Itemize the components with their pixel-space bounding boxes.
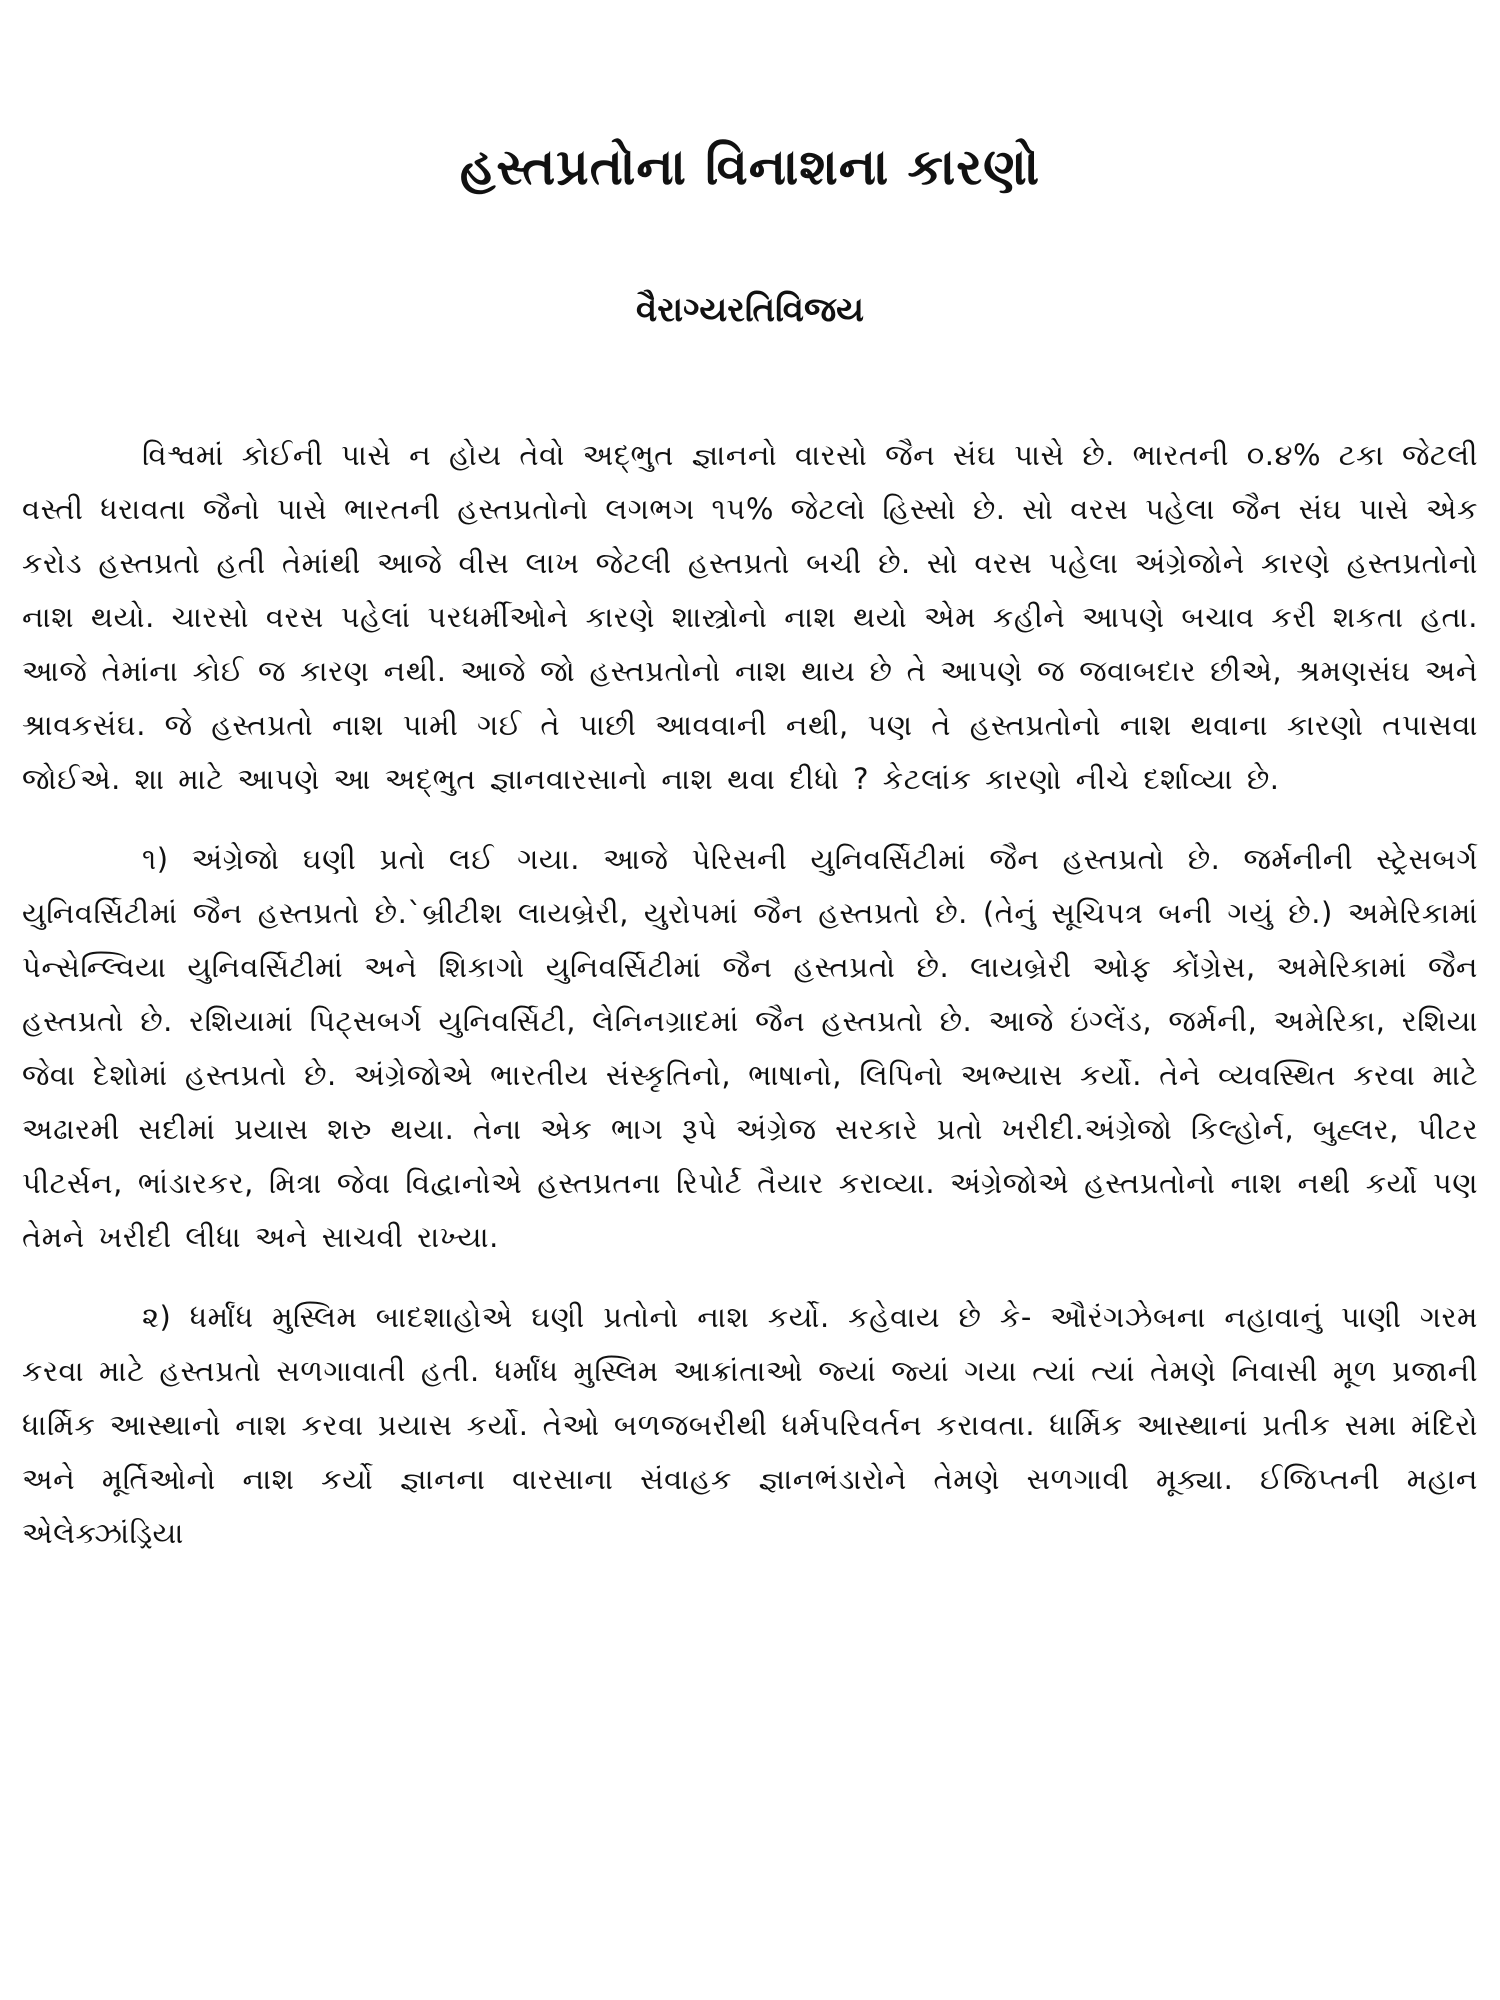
paragraph-reason-1: ૧) અંગ્રેજો ઘણી પ્રતો લઈ ગયા. આજે પેરિસની યુનિવર્સિટીમાં જૈન હસ્તપ્રતો છે. જર્મનીની સ્ટ્રેસબર્ગ યુનિવર્સિટીમાં જૈન હસ્તપ્રતો છે.`બ્રીટીશ લાયબ્રેરી, યુરોપમાં જૈન હસ્તપ્રતો છે. (તેનું સૂચિપત્ર બની ગયું છે.) અમેરિકામાં પેન્સેન્લ્વિયા યુનિવર્સિટીમાં અને શિકાગો યુનિવર્સિટીમાં જૈન હસ્તપ્રતો છે. લાયબ્રેરી ઓફ કોંગ્રેસ, અમેરિકામાં જૈન હસ્તપ્રતો છે. રશિયામાં પિટ્સબર્ગ યુનિવર્સિટી, લેનિનગ્રાદમાં જૈન હસ્તપ્રતો છે. આજે ઇંગ્લેંડ, જર્મની, અમેરિકા, રશિયા જેવા દેશોમાં હસ્તપ્રતો છે. અંગ્રેજોએ ભારતીય સંસ્કૃતિનો, ભાષાનો, લિપિનો અભ્યાસ કર્યો. તેને વ્યવસ્થિત કરવા માટે અઢારમી સદીમાં પ્રયાસ શરુ થયા. તેના એક ભાગ રૂપે અંગ્રેજ સરકારે પ્રતો ખરીદી.અંગ્રેજો કિલ્હોર્ન, બુહ્લર, પીટર પીટર્સન, ભાંડારકર, મિત્રા જેવા વિદ્વાનોએ હસ્તપ્રતના રિપોર્ટ તૈયાર કરાવ્યા. અંગ્રેજોએ હસ્તપ્રતોનો નાશ નથી કર્યો પણ તેમને ખરીદી લીધા અને સાચવી રાખ્યા.: [22, 842, 1478, 1254]
paragraph-intro: વિશ્વમાં કોઈની પાસે ન હોય તેવો અદ્ભુત જ્ઞાનનો વારસો જૈન સંઘ પાસે છે. ભારતની ૦.૪% ટકા જેટલી વસ્તી ધરાવતા જૈનો પાસે ભારતની હસ્તપ્રતોનો લગભગ ૧૫% જેટલો હિસ્સો છે. સો વરસ પહેલા જૈન સંઘ પાસે એક કરોડ હસ્તપ્રતો હતી તેમાંથી આજે વીસ લાખ જેટલી હસ્તપ્રતો બચી છે. સો વરસ પહેલા અંગ્રેજોને કારણે હસ્તપ્રતોનો નાશ થયો. ચારસો વરસ પહેલાં પરધર્મીઓને કારણે શાસ્ત્રોનો નાશ થયો એમ કહીને આપણે બચાવ કરી શકતા હતા. આજે તેમાંના કોઈ જ કારણ નથી. આજે જો હસ્તપ્રતોનો નાશ થાય છે તે આપણે જ જવાબદાર છીએ, શ્રમણસંઘ અને શ્રાવકસંઘ. જે હસ્તપ્રતો નાશ પામી ગઈ તે પાછી આવવાની નથી, પણ તે હસ્તપ્રતોનો નાશ થવાના કારણો તપાસવા જોઈએ. શા માટે આપણે આ અદ્ભુત જ્ઞાનવારસાનો નાશ થવા દીધો ? કેટલાંક કારણો નીચે દર્શાવ્યા છે.: [22, 438, 1478, 796]
page-title: હસ્તપ્રતોના વિનાશના કારણો: [459, 138, 1041, 196]
paragraph-reason-2: ૨) ધર્માંધ મુસ્લિમ બાદશાહોએ ઘણી પ્રતોનો નાશ કર્યો. કહેવાય છે કે- ઔરંગઝેબના નહાવાનું પાણી ગરમ કરવા માટે હસ્તપ્રતો સળગાવાતી હતી. ધર્માંધ મુસ્લિમ આક્રાંતાઓ જ્યાં જ્યાં ગયા ત્યાં ત્યાં તેમણે નિવાસી મૂળ પ્રજાની ધાર્મિક આસ્થાનો નાશ કરવા પ્રયાસ કર્યો. તેઓ બળજબરીથી ધર્મપરિવર્તન કરાવતા. ધાર્મિક આસ્થાનાં પ્રતીક સમા મંદિરો અને મૂર્તિઓનો નાશ કર્યો જ્ઞાનના વારસાના સંવાહક જ્ઞાનભંડારોને તેમણે સળગાવી મૂક્યા. ઈજિપ્તની મહાન એલેક્ઝાંડ્રિયા: [22, 1300, 1478, 1550]
article-body: [22, 428, 1478, 1586]
document-page: [22, 0, 1478, 2000]
author-name: વૈરાગ્યરતિવિજય: [636, 290, 864, 330]
